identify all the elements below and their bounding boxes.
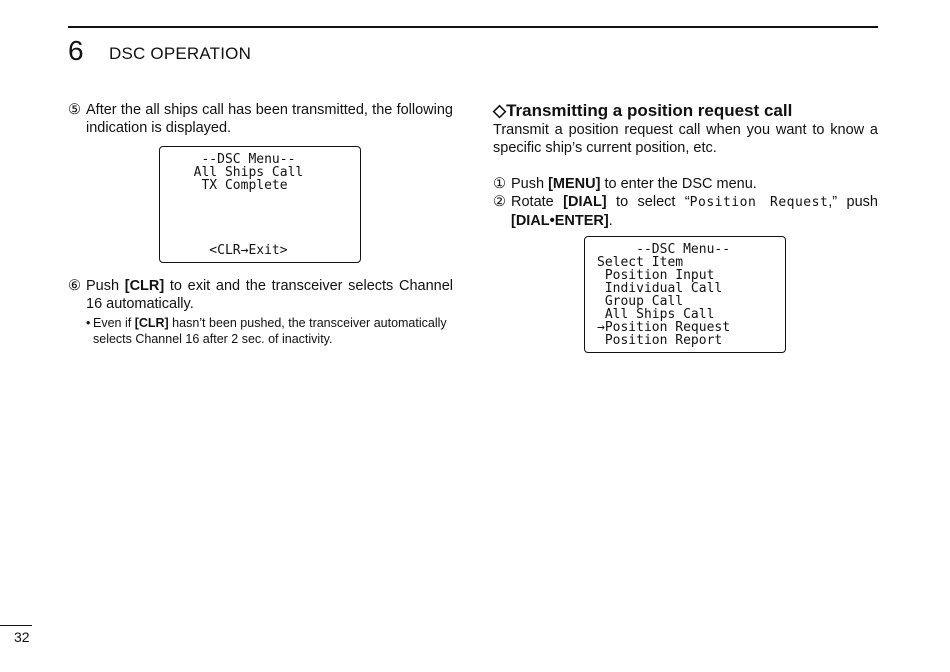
lcd-line: Individual Call <box>597 281 723 296</box>
lcd-line: Position Report <box>597 333 723 348</box>
step-text <box>86 277 453 313</box>
step-1 <box>493 175 878 193</box>
lcd-line: --DSC Menu-- <box>178 152 296 167</box>
step-number: ② <box>493 194 506 210</box>
lcd-line <box>178 205 360 218</box>
step-number: ① <box>493 176 506 192</box>
step-2 <box>493 193 878 230</box>
key-dial: [DIAL] <box>563 194 607 210</box>
text-segment: Even if <box>93 316 135 330</box>
intro-text: Transmit a position request call when you want to know a specific ship’s current position, etc. <box>493 122 878 156</box>
lcd-line: Select Item <box>597 255 684 270</box>
lcd-line <box>178 192 360 205</box>
right-column <box>493 101 878 230</box>
section-heading: ◇Transmitting a position request call <box>493 101 793 120</box>
lcd-inline-text: Position Request <box>689 195 829 210</box>
step-text: After the all ships call has been transmitted, the following indication is displayed. <box>86 102 453 136</box>
key-clr: [CLR] <box>124 278 165 294</box>
step-5 <box>68 101 453 137</box>
chapter-number: 6 <box>68 35 84 66</box>
key-menu: [MENU] <box>548 176 601 192</box>
text-segment: Rotate <box>511 194 564 210</box>
text-segment: ,” push <box>828 194 878 210</box>
lcd-display-select-item <box>584 236 786 353</box>
text-segment: to enter the DSC menu. <box>600 176 757 192</box>
key-clr: [CLR] <box>134 316 169 330</box>
lcd-line: All Ships Call <box>597 307 715 322</box>
lcd-line: --DSC Menu-- <box>597 242 731 257</box>
lcd-line: Position Input <box>597 268 715 283</box>
text-segment: to select “ <box>606 194 690 210</box>
left-column <box>68 101 453 137</box>
lcd-line: All Ships Call <box>178 165 304 180</box>
step-text <box>511 175 878 193</box>
chapter-title: DSC OPERATION <box>109 44 252 63</box>
lcd-line-selected: →Position Request <box>597 320 731 335</box>
step-6 <box>68 277 453 313</box>
note-text <box>93 315 453 347</box>
lcd-line: TX Complete <box>178 178 288 193</box>
key-dial-enter: [DIAL•ENTER] <box>511 213 609 229</box>
lcd-line: <CLR→Exit> <box>178 243 288 258</box>
lcd-line: Group Call <box>597 294 684 309</box>
note <box>86 315 453 347</box>
left-column-lower <box>68 277 453 347</box>
lcd-line <box>178 218 360 231</box>
footer-rule <box>0 625 32 626</box>
page-number: 32 <box>14 629 30 645</box>
text-segment: Push <box>86 278 125 294</box>
text-segment: . <box>608 213 613 229</box>
step-text <box>511 193 878 230</box>
header-rule <box>68 26 878 28</box>
lcd-display-all-ships <box>159 146 361 263</box>
step-number: ⑤ <box>68 102 81 118</box>
step-number: ⑥ <box>68 278 81 294</box>
bullet: • <box>86 316 91 330</box>
text-segment: Push <box>511 176 549 192</box>
text-segment: to exit and the transceiver selects Channel 16 automatically. <box>86 278 453 312</box>
text-segment: hasn’t been pushed, the transceiver automatically selects Channel 16 after 2 sec. of inactivity. <box>93 316 447 346</box>
